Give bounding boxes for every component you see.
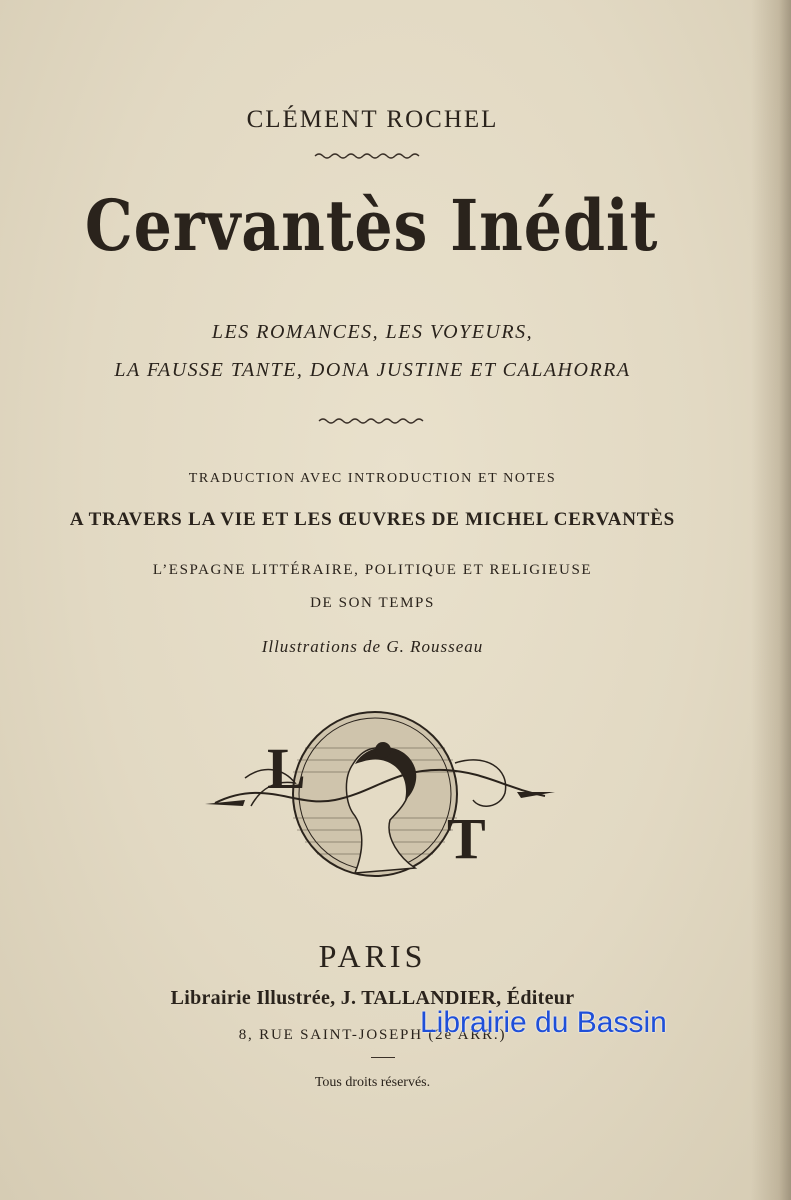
wavy-rule-ornament bbox=[313, 151, 421, 161]
wavy-rule-ornament bbox=[317, 416, 425, 426]
rights-notice: Tous droits réservés. bbox=[314, 1075, 431, 1090]
bookseller-watermark: Librairie du Bassin bbox=[420, 1006, 667, 1039]
book-title: Cervantès Inédit bbox=[84, 184, 659, 267]
subtitle-line-1: LES ROMANCES, LES VOYEURS, bbox=[211, 321, 534, 343]
svg-text:T: T bbox=[447, 806, 486, 871]
author-name: CLÉMENT ROCHEL bbox=[246, 106, 499, 133]
illustrations-credit: Illustrations de G. Rousseau bbox=[261, 637, 484, 656]
publisher-address: 8, RUE SAINT-JOSEPH (2e ARR.) bbox=[238, 1027, 507, 1043]
city-name: PARIS bbox=[318, 938, 427, 974]
page-edge-shadow bbox=[751, 0, 791, 1200]
subtitle-line-2: LA FAUSSE TANTE, DONA JUSTINE ET CALAHORRA bbox=[114, 359, 631, 381]
spain-line-1: L’ESPAGNE LITTÉRAIRE, POLITIQUE ET RELIGIEUSE bbox=[152, 562, 593, 578]
through-life-line: A TRAVERS LA VIE ET LES ŒUVRES DE MICHEL CERVANTÈS bbox=[69, 509, 676, 530]
translation-note: TRADUCTION AVEC INTRODUCTION ET NOTES bbox=[188, 471, 557, 486]
short-divider bbox=[371, 1057, 395, 1058]
spain-line-2: DE SON TEMPS bbox=[310, 595, 435, 611]
svg-text:L: L bbox=[267, 736, 306, 801]
publisher-line: Librairie Illustrée, J. TALLANDIER, Éditeur bbox=[170, 987, 575, 1009]
publisher-vignette-illustration bbox=[205, 708, 555, 888]
